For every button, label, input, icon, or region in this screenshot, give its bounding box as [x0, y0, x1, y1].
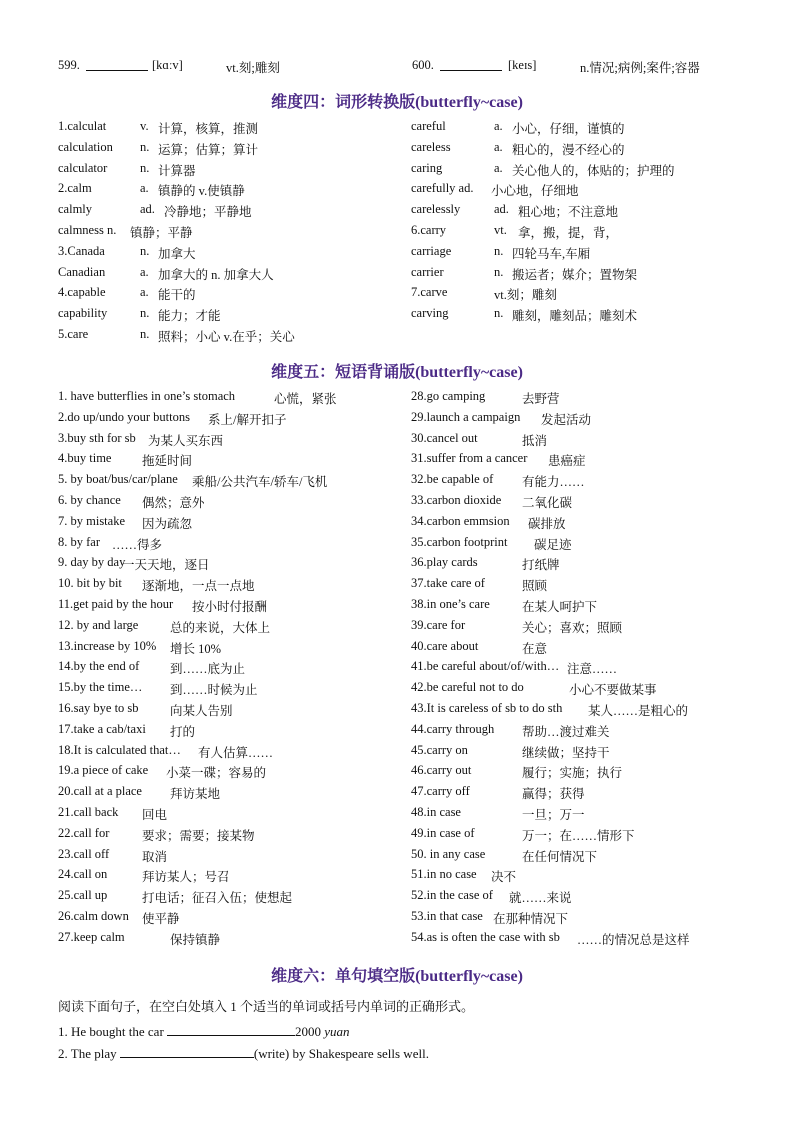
phrase: 31.suffer from a cancer [411, 451, 528, 466]
phrase-meaning: 打的 [170, 724, 196, 739]
pos: vt. [494, 223, 507, 237]
phrase: 8. by far [58, 534, 100, 549]
phrase-meaning: 发起活动 [541, 412, 592, 427]
phrase: 51.in no case [411, 867, 477, 882]
meaning: 镇静；平静 [130, 226, 193, 240]
word: careless [411, 139, 451, 154]
phrase-meaning: 二氧化碳 [522, 496, 573, 510]
phrase-meaning: 碳排放 [528, 516, 566, 531]
phrase-row-18 [58, 743, 403, 764]
phrase: 53.in that case [411, 909, 483, 923]
phrase-meaning: 拖延时间 [142, 454, 193, 469]
meaning: 能力；才能 [158, 309, 221, 324]
phrase-row-41 [411, 659, 741, 680]
phrase: 45.carry on [411, 742, 468, 757]
phrase-meaning: 打电话；征召入伍；使想起 [142, 891, 293, 906]
phrase-row-45 [411, 743, 741, 764]
sentence-1-after: 2000 [295, 1024, 325, 1039]
phrase: 11.get paid by the hour [58, 597, 174, 611]
pos: ad. [140, 202, 155, 217]
phrase-meaning: 因为疏忽 [142, 516, 193, 531]
pos: v. [140, 119, 149, 133]
pos: a. [140, 264, 149, 279]
section4-right-row-7 [411, 244, 741, 265]
meaning: 雕刻，雕刻品；雕刻术 [512, 309, 638, 324]
meaning: 加拿大 [158, 246, 196, 261]
word: careful [411, 119, 446, 133]
meaning: 粗心地；不注意地 [518, 205, 619, 220]
phrase-meaning: 总的来说，大体上 [170, 620, 271, 635]
phrase-row-27 [58, 930, 403, 951]
phrase: 24.call on [58, 867, 108, 882]
section4-left-row-3 [58, 161, 398, 182]
word: calculator [58, 160, 108, 175]
section4-right-row-8 [411, 265, 741, 286]
phrase-row-4 [58, 451, 403, 472]
phrase: 35.carbon footprint [411, 534, 508, 549]
phrase-row-47 [411, 784, 741, 805]
section4-right-row-3 [411, 161, 741, 182]
section4-right-row-4 [411, 181, 741, 202]
phrase: 28.go camping [411, 389, 486, 403]
phrase-row-15 [58, 680, 403, 701]
phrase: 4.buy time [58, 451, 112, 466]
phrase-row-2 [58, 410, 403, 431]
phrase-meaning: 万一；在……情形下 [522, 828, 635, 843]
phrase-row-32 [411, 472, 741, 493]
word: 4.capable [58, 285, 106, 300]
phrase-row-3 [58, 431, 403, 452]
pos: a. [140, 285, 149, 300]
section6-instruction: 阅读下面句子，在空白处填入 1 个适当的单词或括号内单词的正确形式。 [58, 999, 475, 1014]
phrase-row-21 [58, 805, 403, 826]
section4-left-row-9 [58, 285, 398, 306]
vocab-top-row [58, 58, 758, 78]
phrase-meaning: 小菜一碟；容易的 [166, 766, 267, 781]
phrase-meaning: 有能力…… [522, 475, 585, 490]
section5-title: 维度五：短语背诵版(butterfly~case) [271, 364, 523, 381]
phrase-row-26 [58, 909, 403, 930]
phrase-meaning: 增长 10% [170, 641, 222, 656]
phrase-meaning: 决不 [491, 870, 517, 885]
phrase: 3.buy sth for sb [58, 430, 136, 445]
phrase: 29.launch a campaign [411, 409, 521, 424]
section4-right-row-5 [411, 202, 741, 223]
phrase-meaning: ……得多 [112, 537, 163, 552]
word: caring [411, 160, 443, 175]
phrase: 25.call up [58, 888, 108, 903]
phrase-meaning: 照顾 [522, 579, 548, 594]
phrase: 14.by the end of [58, 659, 140, 674]
phrase-row-44 [411, 722, 741, 743]
word: 5.care [58, 327, 89, 341]
meaning: 镇静的 v.使镇静 [158, 184, 245, 199]
phrase-meaning: 注意…… [567, 662, 618, 677]
phrase-meaning: 向某人告别 [170, 704, 233, 718]
word: 1.calculat [58, 119, 107, 133]
section4-right-row-6 [411, 223, 741, 244]
phrase: 52.in the case of [411, 888, 493, 903]
phrase-meaning: 履行；实施；执行 [522, 766, 623, 781]
phrase-meaning: 在某人呵护下 [522, 600, 598, 614]
phrase-meaning: 乘船/公共汽车/轿车/飞机 [192, 475, 328, 490]
phrase-meaning: 要求；需要；接某物 [142, 828, 255, 843]
phrase-row-28 [411, 389, 741, 410]
phrase-row-31 [411, 451, 741, 472]
meaning: 粗心的，漫不经心的 [512, 142, 625, 157]
phrase-meaning: 一旦；万一 [522, 808, 585, 822]
phrase-row-29 [411, 410, 741, 431]
phrase-meaning: 到……时候为止 [170, 683, 258, 698]
phrase-meaning: 继续做；坚持干 [522, 745, 610, 760]
meaning: 小心地，仔细地 [491, 184, 579, 199]
phrase-meaning: 就……来说 [509, 891, 572, 906]
phrase-meaning: 为某人买东西 [148, 433, 224, 448]
phrase: 30.cancel out [411, 430, 478, 445]
sentence-1-blank[interactable] [167, 1022, 295, 1036]
meaning: 搬运者；媒介；置物架 [512, 267, 638, 282]
phrase: 17.take a cab/taxi [58, 721, 146, 736]
item-599-blank[interactable] [86, 58, 148, 75]
item-599-phonetic: [kɑːv] [152, 58, 183, 72]
word: 2.calm [58, 181, 92, 196]
section4-right-row-9 [411, 285, 741, 306]
phrase-meaning: 有人估算…… [198, 745, 274, 760]
phrase-row-24 [58, 867, 403, 888]
pos: a. [494, 139, 503, 154]
phrase: 50. in any case [411, 846, 486, 861]
meaning: 拿，搬，提，背， [518, 226, 619, 240]
pos: n. [494, 243, 504, 258]
phrase-meaning: 取消 [142, 849, 168, 864]
phrase-row-54 [411, 930, 741, 951]
phrase-row-35 [411, 535, 741, 556]
phrase: 22.call for [58, 825, 110, 840]
pos: ad. [494, 202, 509, 217]
sentence-2-blank[interactable] [120, 1044, 254, 1058]
phrase-meaning: 某人……是粗心的 [588, 704, 689, 718]
phrase-row-20 [58, 784, 403, 805]
phrase-row-37 [411, 576, 741, 597]
phrase-row-30 [411, 431, 741, 452]
phrase-row-49 [411, 826, 741, 847]
phrase: 9. day by day [58, 555, 126, 570]
phrase: 34.carbon emmsion [411, 513, 510, 528]
section4-left-row-4 [58, 181, 398, 202]
phrase-row-46 [411, 763, 741, 784]
phrase-row-17 [58, 722, 403, 743]
word: carving [411, 306, 449, 321]
phrase-meaning: 按小时付报酬 [192, 600, 268, 614]
phrase-meaning: 拜访某人；号召 [142, 870, 230, 885]
phrase: 20.call at a place [58, 784, 142, 799]
word: 7.carve [411, 285, 448, 300]
phrase-meaning: 使平静 [142, 912, 180, 926]
meaning: 加拿大的 n. 加拿大人 [158, 267, 274, 282]
word: carriage [411, 243, 452, 258]
phrase-meaning: 拜访某地 [170, 787, 221, 802]
sentence-2 [58, 1044, 429, 1062]
section4-right-row-10 [411, 306, 741, 327]
phrase-meaning: ……的情况总是这样 [577, 932, 690, 947]
phrase-row-33 [411, 493, 741, 514]
phrase-meaning: 保持镇静 [170, 932, 221, 947]
section4-right-row-2 [411, 140, 741, 161]
phrase: 32.be capable of [411, 472, 494, 487]
phrase-row-50 [411, 847, 741, 868]
word: Canadian [58, 264, 106, 279]
meaning: 计算器 [158, 163, 196, 178]
phrase-row-12 [58, 618, 403, 639]
phrase-row-39 [411, 618, 741, 639]
phrase-row-23 [58, 847, 403, 868]
section4-left-row-1 [58, 119, 398, 140]
phrase: 13.increase by 10% [58, 638, 157, 653]
phrase: 47.carry off [411, 784, 470, 799]
section4-right-row-1 [411, 119, 741, 140]
pos: n. [140, 243, 150, 258]
phrase: 12. by and large [58, 617, 139, 632]
pos: n. [494, 264, 504, 279]
section4-left-row-10 [58, 306, 398, 327]
pos: n. [140, 306, 150, 321]
phrase: 16.say bye to sb [58, 701, 139, 715]
phrase: 43.It is careless of sb to do sth [411, 701, 563, 715]
phrase-row-1 [58, 389, 403, 410]
section4-left-row-2 [58, 140, 398, 161]
phrase-row-8 [58, 535, 403, 556]
phrase-row-22 [58, 826, 403, 847]
phrase: 15.by the time… [58, 680, 143, 695]
pos: a. [494, 119, 503, 133]
phrase-row-6 [58, 493, 403, 514]
section4-left-row-8 [58, 265, 398, 286]
meaning: 照料；小心 v.在乎；关心 [158, 330, 295, 344]
phrase-row-16 [58, 701, 403, 722]
phrase-row-53 [411, 909, 741, 930]
phrase: 48.in case [411, 805, 461, 819]
phrase-meaning: 一天天地，逐日 [122, 558, 210, 573]
phrase-meaning: 回电 [142, 808, 168, 822]
phrase: 36.play cards [411, 555, 478, 570]
phrase-meaning: 系上/解开扣子 [208, 412, 287, 427]
phrase-meaning: 赢得；获得 [522, 787, 585, 802]
phrase: 10. bit by bit [58, 576, 122, 591]
phrase-row-40 [411, 639, 741, 660]
word: carelessly [411, 202, 461, 217]
section4-left-row-11 [58, 327, 398, 348]
phrase-row-43 [411, 701, 741, 722]
phrase: 1. have butterflies in one’s stomach [58, 389, 236, 403]
phrase: 49.in case of [411, 825, 475, 840]
phrase-meaning: 帮助…渡过难关 [522, 724, 610, 739]
word: calmness n. [58, 223, 117, 237]
meaning: 关心他人的，体贴的；护理的 [512, 163, 675, 178]
meaning: 能干的 [158, 288, 196, 303]
section4-left-row-5 [58, 202, 398, 223]
phrase: 21.call back [58, 805, 119, 819]
word: capability [58, 306, 108, 321]
pos: a. [140, 181, 149, 196]
phrase-row-9 [58, 555, 403, 576]
phrase: 23.call off [58, 846, 110, 861]
phrase-row-36 [411, 555, 741, 576]
phrase-row-13 [58, 639, 403, 660]
word: 6.carry [411, 223, 447, 237]
sentence-1-before: 1. He bought the car [58, 1024, 168, 1039]
phrase: 7. by mistake [58, 513, 126, 528]
phrase: 33.carbon dioxide [411, 493, 502, 507]
word: 3.Canada [58, 243, 105, 258]
word: carrier [411, 264, 444, 279]
phrase-meaning: 小心不要做某事 [569, 683, 657, 698]
phrase: 42.be careful not to do [411, 680, 524, 695]
phrase-row-48 [411, 805, 741, 826]
phrase-row-38 [411, 597, 741, 618]
phrase: 27.keep calm [58, 929, 125, 944]
meaning: 小心，仔细，谨慎的 [512, 122, 625, 136]
item-599-meaning: vt.刻;雕刻 [226, 61, 280, 75]
phrase-meaning: 逐渐地，一点一点地 [142, 579, 255, 594]
phrase-row-19 [58, 763, 403, 784]
phrase-meaning: 在意 [522, 641, 548, 656]
pos: vt.刻；雕刻 [494, 288, 557, 303]
phrase: 6. by chance [58, 493, 121, 507]
phrase: 19.a piece of cake [58, 763, 149, 778]
phrase: 18.It is calculated that… [58, 742, 181, 757]
phrase-meaning: 患癌症 [548, 454, 586, 469]
phrase-meaning: 打纸牌 [522, 558, 560, 573]
phrase-meaning: 碳足迹 [534, 537, 572, 552]
phrase: 5. by boat/bus/car/plane [58, 472, 178, 487]
section4-title: 维度四：词形转换版(butterfly~case) [271, 94, 523, 111]
word: carefully ad. [411, 181, 474, 196]
phrase-meaning: 在任何情况下 [522, 849, 598, 864]
phrase: 41.be careful about/of/with… [411, 659, 560, 674]
sentence-2-before: 2. The play [58, 1046, 120, 1061]
section4-left-row-6 [58, 223, 398, 244]
meaning: 运算；估算；算计 [158, 142, 259, 157]
phrase-row-5 [58, 472, 403, 493]
phrase-row-10 [58, 576, 403, 597]
phrase-meaning: 抵消 [522, 433, 548, 448]
phrase-row-11 [58, 597, 403, 618]
phrase-row-42 [411, 680, 741, 701]
pos: n. [140, 160, 150, 175]
phrase-meaning: 在那种情况下 [493, 912, 569, 926]
phrase-meaning: 心慌，紧张 [274, 392, 337, 406]
phrase-row-7 [58, 514, 403, 535]
pos: a. [494, 160, 503, 175]
item-600-number: 600. [412, 58, 434, 72]
meaning: 冷静地；平静地 [164, 205, 252, 220]
meaning: 计算，核算，推测 [158, 122, 259, 136]
phrase: 38.in one’s care [411, 597, 490, 611]
item-600-meaning: n.情况;病例;案件;容器 [580, 61, 700, 75]
sentence-1-italic: yuan [324, 1024, 350, 1039]
item-600-phonetic: [keɪs] [508, 58, 537, 72]
sentence-1 [58, 1022, 350, 1040]
pos: n. [140, 139, 150, 154]
pos: n. [494, 306, 504, 321]
sentence-2-after: (write) by Shakespeare sells well. [253, 1046, 429, 1061]
phrase: 39.care for [411, 617, 466, 632]
phrase-row-14 [58, 659, 403, 680]
phrase: 37.take care of [411, 576, 485, 591]
phrase-row-25 [58, 888, 403, 909]
phrase-row-52 [411, 888, 741, 909]
phrase-meaning: 偶然；意外 [142, 496, 205, 510]
word: calculation [58, 139, 113, 154]
phrase-meaning: 关心；喜欢；照顾 [522, 620, 623, 635]
phrase: 54.as is often the case with sb [411, 929, 560, 944]
phrase: 40.care about [411, 638, 479, 653]
section4-left-row-7 [58, 244, 398, 265]
phrase: 26.calm down [58, 909, 129, 923]
phrase-meaning: 到……底为止 [170, 662, 246, 677]
phrase: 44.carry through [411, 721, 495, 736]
pos: n. [140, 327, 150, 341]
item-599-number: 599. [58, 58, 80, 72]
section6-title: 维度六：单句填空版(butterfly~case) [271, 968, 523, 985]
phrase-meaning: 去野营 [522, 392, 560, 406]
word: calmly [58, 202, 93, 217]
meaning: 四轮马车,车厢 [512, 246, 591, 261]
phrase: 2.do up/undo your buttons [58, 409, 190, 424]
phrase-row-34 [411, 514, 741, 535]
phrase-row-51 [411, 867, 741, 888]
item-600-blank[interactable] [440, 58, 502, 75]
phrase: 46.carry out [411, 763, 472, 778]
